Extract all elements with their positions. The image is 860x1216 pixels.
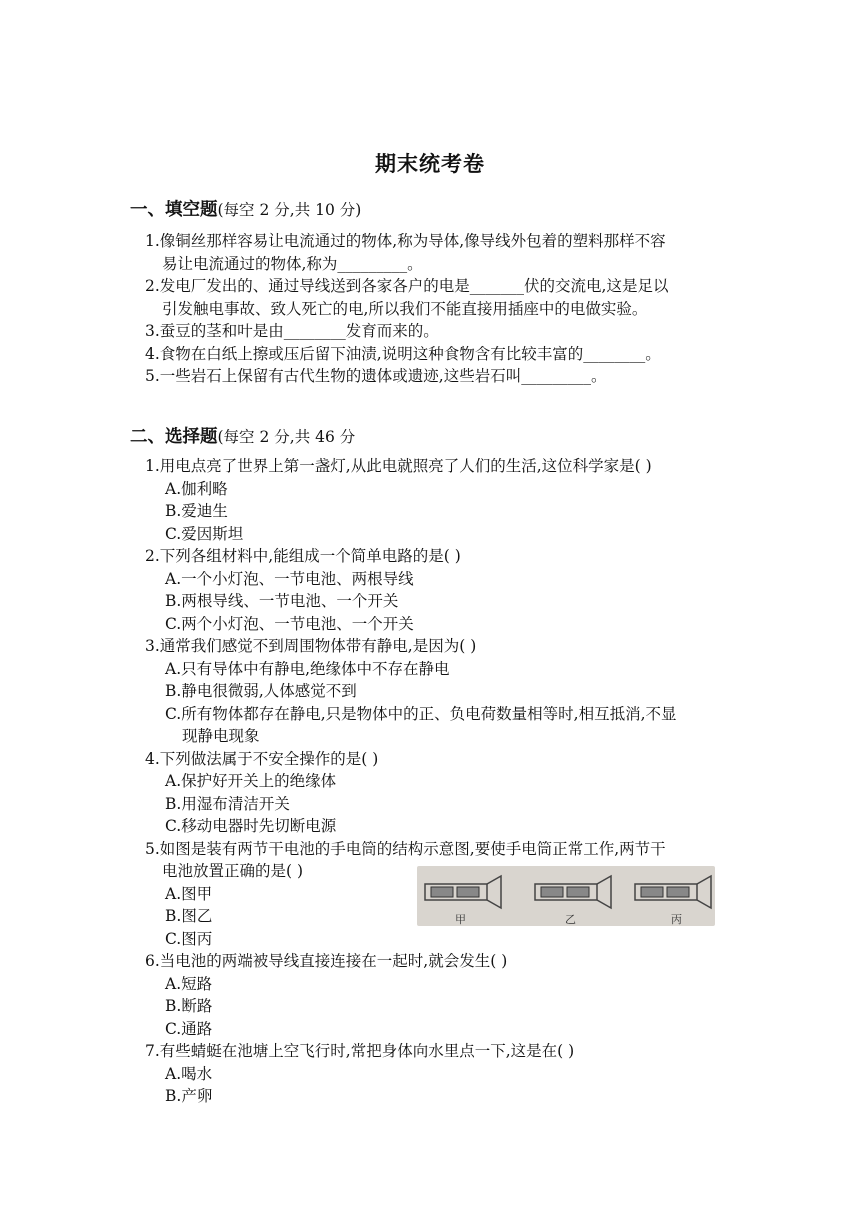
question-text: 1.像铜丝那样容易让电流通过的物体,称为导体,像导线外包着的塑料那样不容 [145,232,666,250]
question-stem: 5.如图是装有两节干电池的手电筒的结构示意图,要使手电筒正常工作,两节干 [145,839,666,858]
flashlight-yi-icon [535,876,611,908]
page-title: 期末统考卷 [375,152,485,176]
answer-option: C.图丙 [165,929,213,948]
answer-option: A.只有导体中有静电,绝缘体中不存在静电 [165,659,450,678]
answer-option: A.一个小灯泡、一节电池、两根导线 [165,569,414,588]
answer-option: B.两根导线、一节电池、一个开关 [165,592,399,610]
figure-label-jia: 甲 [455,913,466,926]
choice-question [145,635,745,748]
answer-option: C.通路 [165,1019,213,1038]
choice-question [145,455,745,545]
section-heading-label: 一、填空题 [130,200,218,220]
answer-option: C.所有物体都存在静电,只是物体中的正、负电荷数量相等时,相互抵消,不显 [165,704,677,723]
flashlight-battery-figure [417,866,715,926]
fill-blank-item [145,320,745,343]
section-heading-label: 二、选择题 [130,427,218,447]
choice-question [145,748,745,838]
choice-question [145,545,745,635]
answer-option: 现静电现象 [182,727,260,745]
answer-option: B.断路 [165,997,213,1015]
fill-blank-questions [145,230,745,388]
fill-blank-item [145,230,745,275]
question-text: 易让电流通过的物体,称为_________。 [162,254,423,273]
section-fill-blank-heading [130,196,361,221]
answer-option: A.喝水 [165,1064,213,1083]
question-stem: 1.用电点亮了世界上第一盏灯,从此电就照亮了人们的生活,这位科学家是( ) [145,457,652,475]
answer-option: C.两个小灯泡、一节电池、一个开关 [165,614,414,633]
question-text: 5.一些岩石上保留有古代生物的遗体或遗迹,这些岩石叫_________。 [145,367,607,385]
answer-option: B.产卵 [165,1087,213,1105]
question-stem: 7.有些蜻蜓在池塘上空飞行时,常把身体向水里点一下,这是在( ) [145,1042,575,1060]
section-score-note: (每空 2 分,共 46 分 [217,428,356,446]
question-stem: 电池放置正确的是( ) [162,862,304,880]
question-stem: 2.下列各组材料中,能组成一个简单电路的是( ) [145,547,461,565]
choice-question [145,950,745,1040]
question-stem: 4.下列做法属于不安全操作的是( ) [145,749,379,768]
answer-option: B.爱迪生 [165,502,228,520]
answer-option: C.爱因斯坦 [165,524,244,543]
flashlight-jia-icon [425,876,501,908]
fill-blank-item [145,275,745,320]
choice-question [145,1040,745,1108]
question-text: 3.蚕豆的茎和叶是由________发育而来的。 [145,322,439,340]
figure-label-yi: 乙 [565,913,576,926]
fill-blank-item [145,365,745,388]
question-text: 4.食物在白纸上擦或压后留下油渍,说明这种食物含有比较丰富的________。 [145,344,661,363]
fill-blank-item [145,343,745,366]
answer-option: B.用湿布清洁开关 [165,794,290,813]
figure-label-bing: 丙 [671,913,682,926]
question-text: 2.发电厂发出的、通过导线送到各家各户的电是_______伏的交流电,这是足以 [145,277,669,295]
answer-option: C.移动电器时先切断电源 [165,817,337,835]
answer-option: A.伽利略 [165,479,228,498]
answer-option: B.静电很微弱,人体感觉不到 [165,682,357,700]
question-stem: 3.通常我们感觉不到周围物体带有静电,是因为( ) [145,637,477,655]
question-text: 引发触电事故、致人死亡的电,所以我们不能直接用插座中的电做实验。 [162,299,648,318]
answer-option: B.图乙 [165,907,213,925]
flashlight-bing-icon [635,876,711,908]
section-score-note: (每空 2 分,共 10 分) [217,201,362,219]
answer-option: A.图甲 [165,884,213,903]
answer-option: A.短路 [165,974,213,993]
section-multiple-choice-heading [130,423,355,448]
answer-option: A.保护好开关上的绝缘体 [165,772,337,790]
question-stem: 6.当电池的两端被导线直接连接在一起时,就会发生( ) [145,952,508,970]
multiple-choice-questions [145,455,745,1108]
